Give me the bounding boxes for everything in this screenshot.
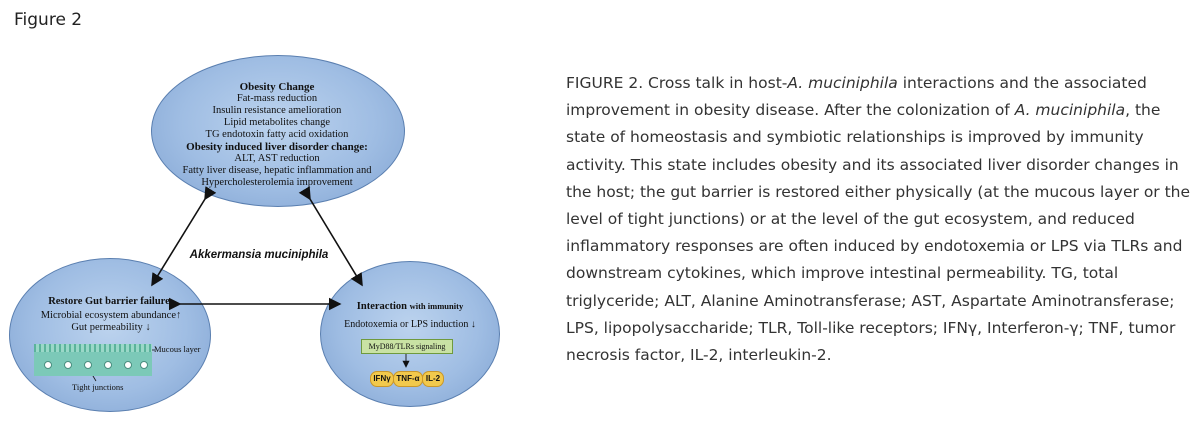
liver-change-title: Obesity induced liver disorder change: — [186, 141, 368, 153]
epithelial-cell-icon — [124, 361, 132, 369]
gut-line-2 — [16, 322, 206, 334]
gut-barrier-title: Restore Gut barrier failure — [48, 296, 170, 307]
obesity-change-text — [151, 81, 403, 189]
figure-label: Figure 2 — [14, 10, 83, 30]
endotoxemia-text: Endotoxemia or LPS induction — [344, 319, 469, 330]
caption-part-3: , the state of homeostasis and symbiotic relationships is improved by immunity activity. This state includes obesity and its associated liver disorder changes in the host; the gut barrier is restored either physically (at the mucous layer or the level of tight junctions) or at the level of the gut ecosystem, and reduced inflammatory responses are often induced by endotoxemia or LPS via TLRs and downstream cytokines, which improve intestinal permeability. TG, total triglyceride; ALT, Alanine Aminotransferase; AST, Aspartate Aminotransferase; LPS, lipopolysaccharide; TLR, Toll-like receptors; IFNγ, Interferon-γ; TNF, tumor necrosis factor, IL-2, interleukin-2. — [566, 101, 1191, 365]
down-arrow-icon: ↓ — [470, 319, 476, 330]
epithelial-cell-icon — [140, 361, 148, 369]
signaling-box: MyD88/TLRs signaling — [361, 339, 453, 354]
cytokine-tnfa: TNF-α — [393, 371, 423, 387]
gut-line-1 — [16, 310, 206, 322]
epithelial-cell-icon — [44, 361, 52, 369]
caption-species-1: A. muciniphila — [787, 74, 898, 92]
figure-caption — [566, 70, 1192, 369]
epithelial-cell-icon — [84, 361, 92, 369]
gut-line-2-text: Gut permeability — [71, 322, 143, 333]
gut-line-1-text: Microbial ecosystem abundance — [40, 310, 177, 321]
akkermansia-label: Akkermansia muciniphila — [189, 249, 329, 261]
top-line-4: TG endotoxin fatty acid oxidation — [205, 129, 349, 140]
caption-species-2: A. muciniphila — [1014, 101, 1126, 120]
down-arrow-icon: ↓ — [145, 322, 151, 333]
cytokine-ifng: IFNγ — [370, 371, 394, 387]
top-subline-3: Hypercholesterolemia improvement — [201, 177, 353, 188]
top-line-2: Insulin resistance amelioration — [212, 105, 342, 116]
up-arrow-icon: ↑ — [176, 310, 182, 321]
arrow-top-left — [152, 199, 205, 285]
arrow-top-right — [310, 199, 362, 285]
caption-part-1: FIGURE 2. Cross talk in host- — [566, 74, 788, 92]
mechanism-diagram — [0, 0, 560, 429]
endotoxemia-line — [330, 319, 490, 331]
mucous-layer-label: Mucous layer — [154, 344, 201, 354]
top-subline-2: Fatty liver disease, hepatic inflammation and — [182, 165, 372, 176]
top-subline-1: ALT, AST reduction — [234, 153, 320, 164]
mucous-villi — [34, 344, 152, 352]
caption-part-2: interactions and the associated improvement in obesity disease. After the colonization of — [566, 74, 1147, 120]
epithelial-cell-icon — [64, 361, 72, 369]
cytokine-il2: IL-2 — [422, 371, 444, 387]
top-line-3: Lipid metabolites change — [223, 117, 331, 128]
epithelial-cell-icon — [104, 361, 112, 369]
obesity-change-title: Obesity Change — [239, 81, 315, 93]
top-line-1: Fat-mass reduction — [236, 93, 318, 104]
tight-junctions-label: Tight junctions — [72, 382, 124, 392]
immunity-title — [330, 300, 490, 313]
immunity-title-rest: with immunity — [409, 301, 464, 311]
immunity-title-main: Interaction — [356, 301, 410, 312]
